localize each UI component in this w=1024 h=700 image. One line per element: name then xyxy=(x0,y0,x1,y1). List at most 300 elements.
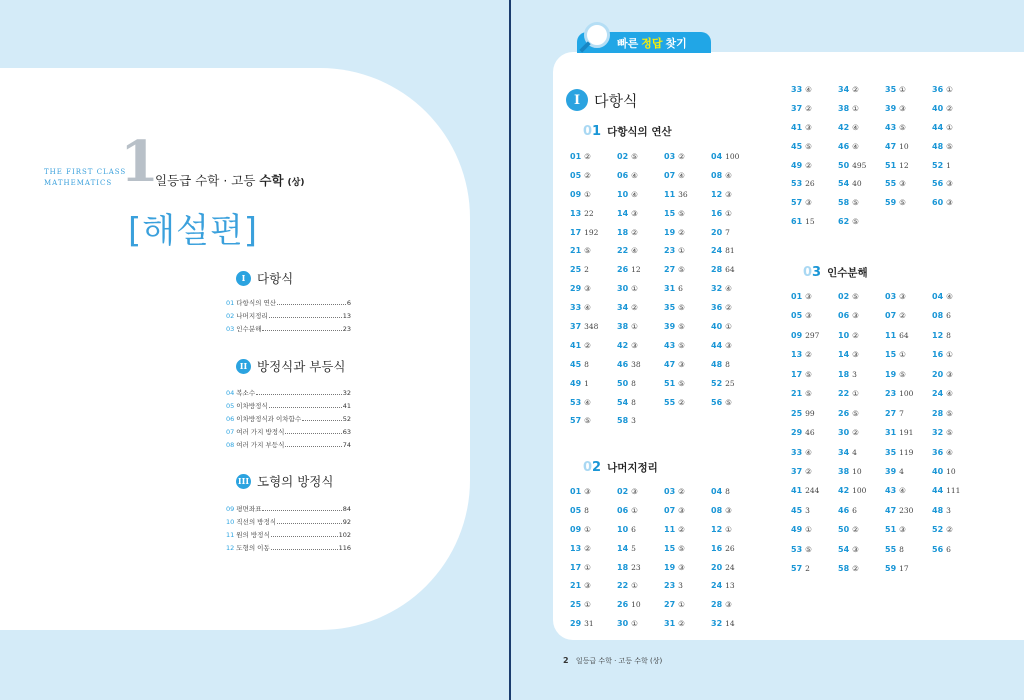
question-number: 45 xyxy=(791,505,803,515)
question-number: 38 xyxy=(617,322,629,332)
question-number: 29 xyxy=(570,284,582,294)
answer-value: ② xyxy=(852,525,859,535)
answer-entry xyxy=(664,562,711,581)
answer-value: 17 xyxy=(899,564,909,574)
quick-answer-tab: 빠른 정답 찾기 xyxy=(577,32,711,53)
answer-value: ① xyxy=(584,189,591,199)
question-number: 41 xyxy=(570,340,582,350)
answer-entry xyxy=(711,170,758,189)
question-number: 28 xyxy=(711,265,723,275)
answer-value: ④ xyxy=(631,189,638,199)
answer-entry xyxy=(791,388,838,407)
answer-entry xyxy=(885,310,932,329)
question-number: 40 xyxy=(932,466,944,476)
answer-value: ② xyxy=(725,303,732,313)
answer-entry xyxy=(791,178,838,197)
answer-entry xyxy=(932,427,979,446)
question-number: 10 xyxy=(617,524,629,534)
roman-numeral-badge: III xyxy=(236,474,251,489)
answer-value: ③ xyxy=(852,544,859,554)
answer-entry xyxy=(617,170,664,189)
answer-entry xyxy=(932,447,979,466)
answer-value: ③ xyxy=(678,359,685,369)
question-number: 01 xyxy=(570,152,582,161)
answer-entry xyxy=(617,378,664,397)
answer-value: ① xyxy=(725,208,732,218)
answer-value: 64 xyxy=(725,265,735,275)
toc-item[interactable]: 09 평면좌표 84 xyxy=(226,505,351,513)
answer-value: ⑤ xyxy=(899,369,906,379)
question-number: 59 xyxy=(885,198,897,208)
answer-entry xyxy=(885,447,932,466)
answer-entry xyxy=(664,618,711,637)
answer-entry xyxy=(570,245,617,264)
question-number: 13 xyxy=(570,208,582,218)
question-number: 48 xyxy=(932,141,944,151)
answer-value: 14 xyxy=(725,619,735,629)
question-number: 23 xyxy=(664,246,676,256)
question-number: 08 xyxy=(711,505,723,515)
answer-value: 6 xyxy=(631,524,636,534)
answer-entry xyxy=(711,321,758,340)
toc-item[interactable]: 07 여러 가지 방정식 63 xyxy=(226,428,351,436)
question-number: 53 xyxy=(570,397,582,407)
answer-value: ② xyxy=(946,103,953,113)
answer-entry xyxy=(885,330,932,349)
toc-chapter-3[interactable] xyxy=(236,472,333,490)
answer-value: ④ xyxy=(584,397,591,407)
question-number: 61 xyxy=(791,217,803,227)
answer-entry xyxy=(791,427,838,446)
question-number: 58 xyxy=(838,198,850,208)
answer-entry xyxy=(791,160,838,179)
question-number: 22 xyxy=(838,389,850,399)
answer-value: ⑤ xyxy=(852,198,859,208)
answer-entry xyxy=(711,505,758,524)
answer-value: ② xyxy=(584,340,591,350)
answer-value: 3 xyxy=(805,505,810,515)
question-number: 39 xyxy=(885,103,897,113)
answer-entry xyxy=(617,524,664,543)
answer-entry xyxy=(932,122,979,141)
toc-item[interactable]: 11 원의 방정식 102 xyxy=(226,531,351,539)
question-number: 03 xyxy=(664,152,676,161)
answer-value: 81 xyxy=(725,246,735,256)
answer-value: 2 xyxy=(584,265,589,275)
toc-item[interactable]: 01 다항식의 연산 6 xyxy=(226,299,351,307)
answer-value: ③ xyxy=(899,525,906,535)
question-number: 17 xyxy=(570,562,582,572)
answer-value: 12 xyxy=(899,160,909,170)
answer-entry xyxy=(791,505,838,524)
answer-value: ⑤ xyxy=(678,340,685,350)
answer-entry xyxy=(885,84,932,103)
answer-entry xyxy=(711,397,758,416)
answer-value: ③ xyxy=(631,487,638,496)
answer-entry xyxy=(838,447,885,466)
answer-value: ② xyxy=(805,350,812,360)
toc-chapter-title: 도형의 방정식 xyxy=(257,474,334,489)
answer-entry xyxy=(932,103,979,122)
question-number: 50 xyxy=(617,378,629,388)
question-number: 41 xyxy=(791,122,803,132)
answer-value: ① xyxy=(584,600,591,610)
answer-entry xyxy=(711,378,758,397)
answer-value: 10 xyxy=(899,141,909,151)
answer-entry xyxy=(791,122,838,141)
answer-entry xyxy=(617,227,664,246)
question-number: 19 xyxy=(664,227,676,237)
answer-value: ① xyxy=(584,562,591,572)
answer-entry xyxy=(664,397,711,416)
answer-entry xyxy=(617,505,664,524)
toc-chapter-title: 다항식 xyxy=(257,271,294,286)
question-number: 54 xyxy=(838,544,850,554)
question-number: 17 xyxy=(791,369,803,379)
question-number: 29 xyxy=(570,619,582,629)
answer-entry xyxy=(711,151,758,170)
question-number: 56 xyxy=(932,544,944,554)
answer-value: ⑤ xyxy=(725,397,732,407)
answer-entry xyxy=(711,302,758,321)
question-number: 19 xyxy=(885,369,897,379)
answer-entry xyxy=(791,524,838,543)
answer-entry xyxy=(885,122,932,141)
question-number: 25 xyxy=(570,600,582,610)
answer-entry xyxy=(711,340,758,359)
answer-value: ① xyxy=(946,350,953,360)
question-number: 04 xyxy=(711,152,723,161)
answer-value: ④ xyxy=(631,246,638,256)
answer-entry xyxy=(838,310,885,329)
question-number: 32 xyxy=(711,284,723,294)
answer-entry xyxy=(617,580,664,599)
question-number: 34 xyxy=(838,85,850,94)
answer-entry xyxy=(791,466,838,485)
answer-entry xyxy=(664,599,711,618)
question-number: 37 xyxy=(791,103,803,113)
question-number: 12 xyxy=(711,189,723,199)
answer-value: ① xyxy=(805,525,812,535)
question-number: 30 xyxy=(617,619,629,629)
chapter-title: 다항식 xyxy=(594,91,638,110)
roman-numeral-badge: I xyxy=(566,89,588,111)
answer-value: ⑤ xyxy=(631,152,638,161)
question-number: 38 xyxy=(838,103,850,113)
answer-value: ② xyxy=(678,227,685,237)
answer-entry xyxy=(570,283,617,302)
question-number: 39 xyxy=(885,466,897,476)
answer-entry xyxy=(838,485,885,504)
answer-entry xyxy=(838,178,885,197)
answer-entry xyxy=(885,160,932,179)
answer-entry xyxy=(617,189,664,208)
answer-value: ⑤ xyxy=(852,408,859,418)
answer-value: 6 xyxy=(946,311,951,321)
answer-value: ② xyxy=(852,564,859,574)
toc-item[interactable]: 04 복소수 32 xyxy=(226,389,351,397)
question-number: 44 xyxy=(711,340,723,350)
answer-entry xyxy=(664,580,711,599)
answer-entry xyxy=(617,302,664,321)
answer-value: ① xyxy=(631,322,638,332)
answer-entry xyxy=(791,103,838,122)
answer-entry xyxy=(570,208,617,227)
answer-entry xyxy=(791,84,838,103)
answer-value: 2 xyxy=(805,564,810,574)
answer-entry xyxy=(885,369,932,388)
answer-value: 8 xyxy=(584,359,589,369)
answer-value: 100 xyxy=(899,389,914,399)
question-number: 36 xyxy=(932,447,944,457)
left-page xyxy=(0,0,509,700)
answer-value: 8 xyxy=(631,378,636,388)
question-number: 19 xyxy=(664,562,676,572)
question-number: 17 xyxy=(570,227,582,237)
answer-value: ② xyxy=(678,619,685,629)
question-number: 16 xyxy=(711,208,723,218)
answer-value: ③ xyxy=(584,581,591,591)
section-heading-03: 03 인수분해 xyxy=(803,265,868,280)
question-number: 02 xyxy=(617,152,629,161)
question-number: 34 xyxy=(617,303,629,313)
answer-entry xyxy=(711,580,758,599)
question-number: 02 xyxy=(617,487,629,496)
question-number: 06 xyxy=(617,505,629,515)
answer-value: ② xyxy=(852,85,859,94)
question-number: 51 xyxy=(664,378,676,388)
answer-value: ⑤ xyxy=(852,217,859,227)
question-number: 27 xyxy=(885,408,897,418)
question-number: 51 xyxy=(885,525,897,535)
answer-value: 6 xyxy=(678,284,683,294)
question-number: 11 xyxy=(664,189,676,199)
question-number: 14 xyxy=(617,543,629,553)
answer-value: 38 xyxy=(631,359,641,369)
question-number: 33 xyxy=(791,447,803,457)
answer-value: ① xyxy=(725,322,732,332)
toc-chapter-2[interactable] xyxy=(236,357,346,375)
question-number: 22 xyxy=(617,581,629,591)
answer-value: 22 xyxy=(584,208,594,218)
answer-value: 64 xyxy=(899,330,909,340)
question-number: 31 xyxy=(885,428,897,438)
question-number: 45 xyxy=(791,141,803,151)
question-number: 05 xyxy=(791,311,803,321)
toc-item[interactable]: 10 직선의 방정식 92 xyxy=(226,518,351,526)
question-number: 41 xyxy=(791,486,803,496)
question-number: 27 xyxy=(664,265,676,275)
question-number: 46 xyxy=(838,141,850,151)
question-number: 27 xyxy=(664,600,676,610)
question-number: 62 xyxy=(838,217,850,227)
question-number: 06 xyxy=(617,170,629,180)
answer-entry xyxy=(617,599,664,618)
question-number: 56 xyxy=(711,397,723,407)
answer-entry xyxy=(932,178,979,197)
answer-value: ④ xyxy=(899,486,906,496)
answer-entry xyxy=(664,340,711,359)
answer-value: ① xyxy=(631,505,638,515)
answer-value: ① xyxy=(946,85,953,94)
answer-value: ⑤ xyxy=(899,198,906,208)
answer-entry xyxy=(838,216,885,235)
answer-entry xyxy=(617,283,664,302)
question-number: 30 xyxy=(617,284,629,294)
answer-value: ④ xyxy=(852,141,859,151)
answer-value: 10 xyxy=(631,600,641,610)
answer-value: 8 xyxy=(584,505,589,515)
answer-entry xyxy=(885,466,932,485)
answer-value: 495 xyxy=(852,160,867,170)
question-number: 38 xyxy=(838,466,850,476)
answer-value: ③ xyxy=(852,311,859,321)
question-number: 14 xyxy=(838,350,850,360)
answer-value: ⑤ xyxy=(584,246,591,256)
answer-value: 31 xyxy=(584,619,594,629)
page-footer xyxy=(563,656,662,666)
question-number: 44 xyxy=(932,122,944,132)
question-number: 40 xyxy=(932,103,944,113)
answer-grid-01-continued xyxy=(791,84,979,235)
answer-grid-01 xyxy=(570,151,758,434)
brand-line-2: MATHEMATICS xyxy=(44,179,113,187)
question-number: 42 xyxy=(838,486,850,496)
answer-entry xyxy=(885,563,932,582)
answer-value: ① xyxy=(899,85,906,94)
answer-entry xyxy=(570,359,617,378)
answer-value: 8 xyxy=(899,544,904,554)
answer-value: ③ xyxy=(678,562,685,572)
answer-value: 23 xyxy=(631,562,641,572)
answer-value: ⑤ xyxy=(678,208,685,218)
answer-grid-02 xyxy=(570,486,758,637)
answer-value: 7 xyxy=(899,408,904,418)
answer-entry xyxy=(932,160,979,179)
roman-numeral-badge: II xyxy=(236,359,251,374)
answer-entry xyxy=(664,302,711,321)
question-number: 07 xyxy=(664,170,676,180)
roman-numeral-badge: I xyxy=(236,271,251,286)
answer-entry xyxy=(838,524,885,543)
question-number: 12 xyxy=(711,524,723,534)
question-number: 34 xyxy=(838,447,850,457)
toc-item[interactable]: 08 여러 가지 부등식 74 xyxy=(226,441,351,449)
question-number: 03 xyxy=(664,487,676,496)
answer-value: 8 xyxy=(725,359,730,369)
page-number: 2 xyxy=(563,656,569,665)
answer-entry xyxy=(570,618,617,637)
answer-value: ③ xyxy=(805,311,812,321)
answer-value: ③ xyxy=(725,340,732,350)
answer-entry xyxy=(617,264,664,283)
question-number: 33 xyxy=(570,303,582,313)
question-number: 02 xyxy=(838,292,850,301)
answer-entry xyxy=(885,485,932,504)
question-number: 52 xyxy=(711,378,723,388)
toc-chapter-1[interactable] xyxy=(236,269,293,287)
question-number: 43 xyxy=(664,340,676,350)
answer-entry xyxy=(570,151,617,170)
answer-entry xyxy=(838,197,885,216)
question-number: 23 xyxy=(664,581,676,591)
answer-value: 40 xyxy=(852,179,862,189)
answer-value: 100 xyxy=(852,486,867,496)
answer-value: ④ xyxy=(725,284,732,294)
answer-value: ② xyxy=(678,487,685,496)
question-number: 57 xyxy=(791,198,803,208)
answer-entry xyxy=(932,330,979,349)
answer-entry xyxy=(711,599,758,618)
answer-entry xyxy=(617,151,664,170)
answer-entry xyxy=(932,310,979,329)
answer-entry xyxy=(664,543,711,562)
answer-value: 297 xyxy=(805,330,820,340)
answer-value: ② xyxy=(631,303,638,313)
answer-entry xyxy=(664,283,711,302)
answer-value: ⑤ xyxy=(946,428,953,438)
answer-entry xyxy=(932,505,979,524)
answer-value: 46 xyxy=(805,428,815,438)
answer-entry xyxy=(932,466,979,485)
question-number: 37 xyxy=(570,322,582,332)
answer-entry xyxy=(711,208,758,227)
question-number: 30 xyxy=(838,428,850,438)
answer-value: ⑤ xyxy=(852,292,859,301)
question-number: 12 xyxy=(932,330,944,340)
answer-entry xyxy=(664,359,711,378)
answer-entry xyxy=(932,141,979,160)
answer-entry xyxy=(791,485,838,504)
answer-entry xyxy=(711,618,758,637)
answer-entry xyxy=(664,227,711,246)
question-number: 26 xyxy=(617,600,629,610)
answer-value: 6 xyxy=(946,544,951,554)
toc-item[interactable]: 03 인수분해 23 xyxy=(226,325,351,333)
answer-value: ④ xyxy=(946,389,953,399)
answer-value: ③ xyxy=(946,179,953,189)
question-number: 07 xyxy=(885,311,897,321)
answer-entry xyxy=(838,505,885,524)
toc-item[interactable]: 06 이차방정식과 이차함수 52 xyxy=(226,415,351,423)
answer-entry xyxy=(711,264,758,283)
logo-numeral: 1 xyxy=(120,129,159,195)
answer-value: ① xyxy=(725,524,732,534)
toc-item[interactable]: 05 이차방정식 41 xyxy=(226,402,351,410)
answer-value: ② xyxy=(678,524,685,534)
answer-entry xyxy=(570,340,617,359)
book-title: 일등급 수학 · 고등 수학 (상) xyxy=(155,173,305,188)
answer-value: 192 xyxy=(584,227,599,237)
answer-value: ⑤ xyxy=(678,303,685,313)
question-number: 18 xyxy=(838,369,850,379)
question-number: 09 xyxy=(570,189,582,199)
question-number: 55 xyxy=(664,397,676,407)
question-number: 21 xyxy=(791,389,803,399)
toc-item[interactable]: 02 나머지정리 13 xyxy=(226,312,351,320)
answer-value: ② xyxy=(584,152,591,161)
toc-item[interactable]: 12 도형의 이동 116 xyxy=(226,544,351,552)
answer-value: ① xyxy=(631,284,638,294)
answer-value: 7 xyxy=(725,227,730,237)
question-number: 54 xyxy=(617,397,629,407)
answer-value: ① xyxy=(946,122,953,132)
question-number: 05 xyxy=(570,505,582,515)
answer-value: ② xyxy=(805,160,812,170)
question-number: 08 xyxy=(932,311,944,321)
answer-entry xyxy=(664,208,711,227)
answer-value: ⑤ xyxy=(678,265,685,275)
